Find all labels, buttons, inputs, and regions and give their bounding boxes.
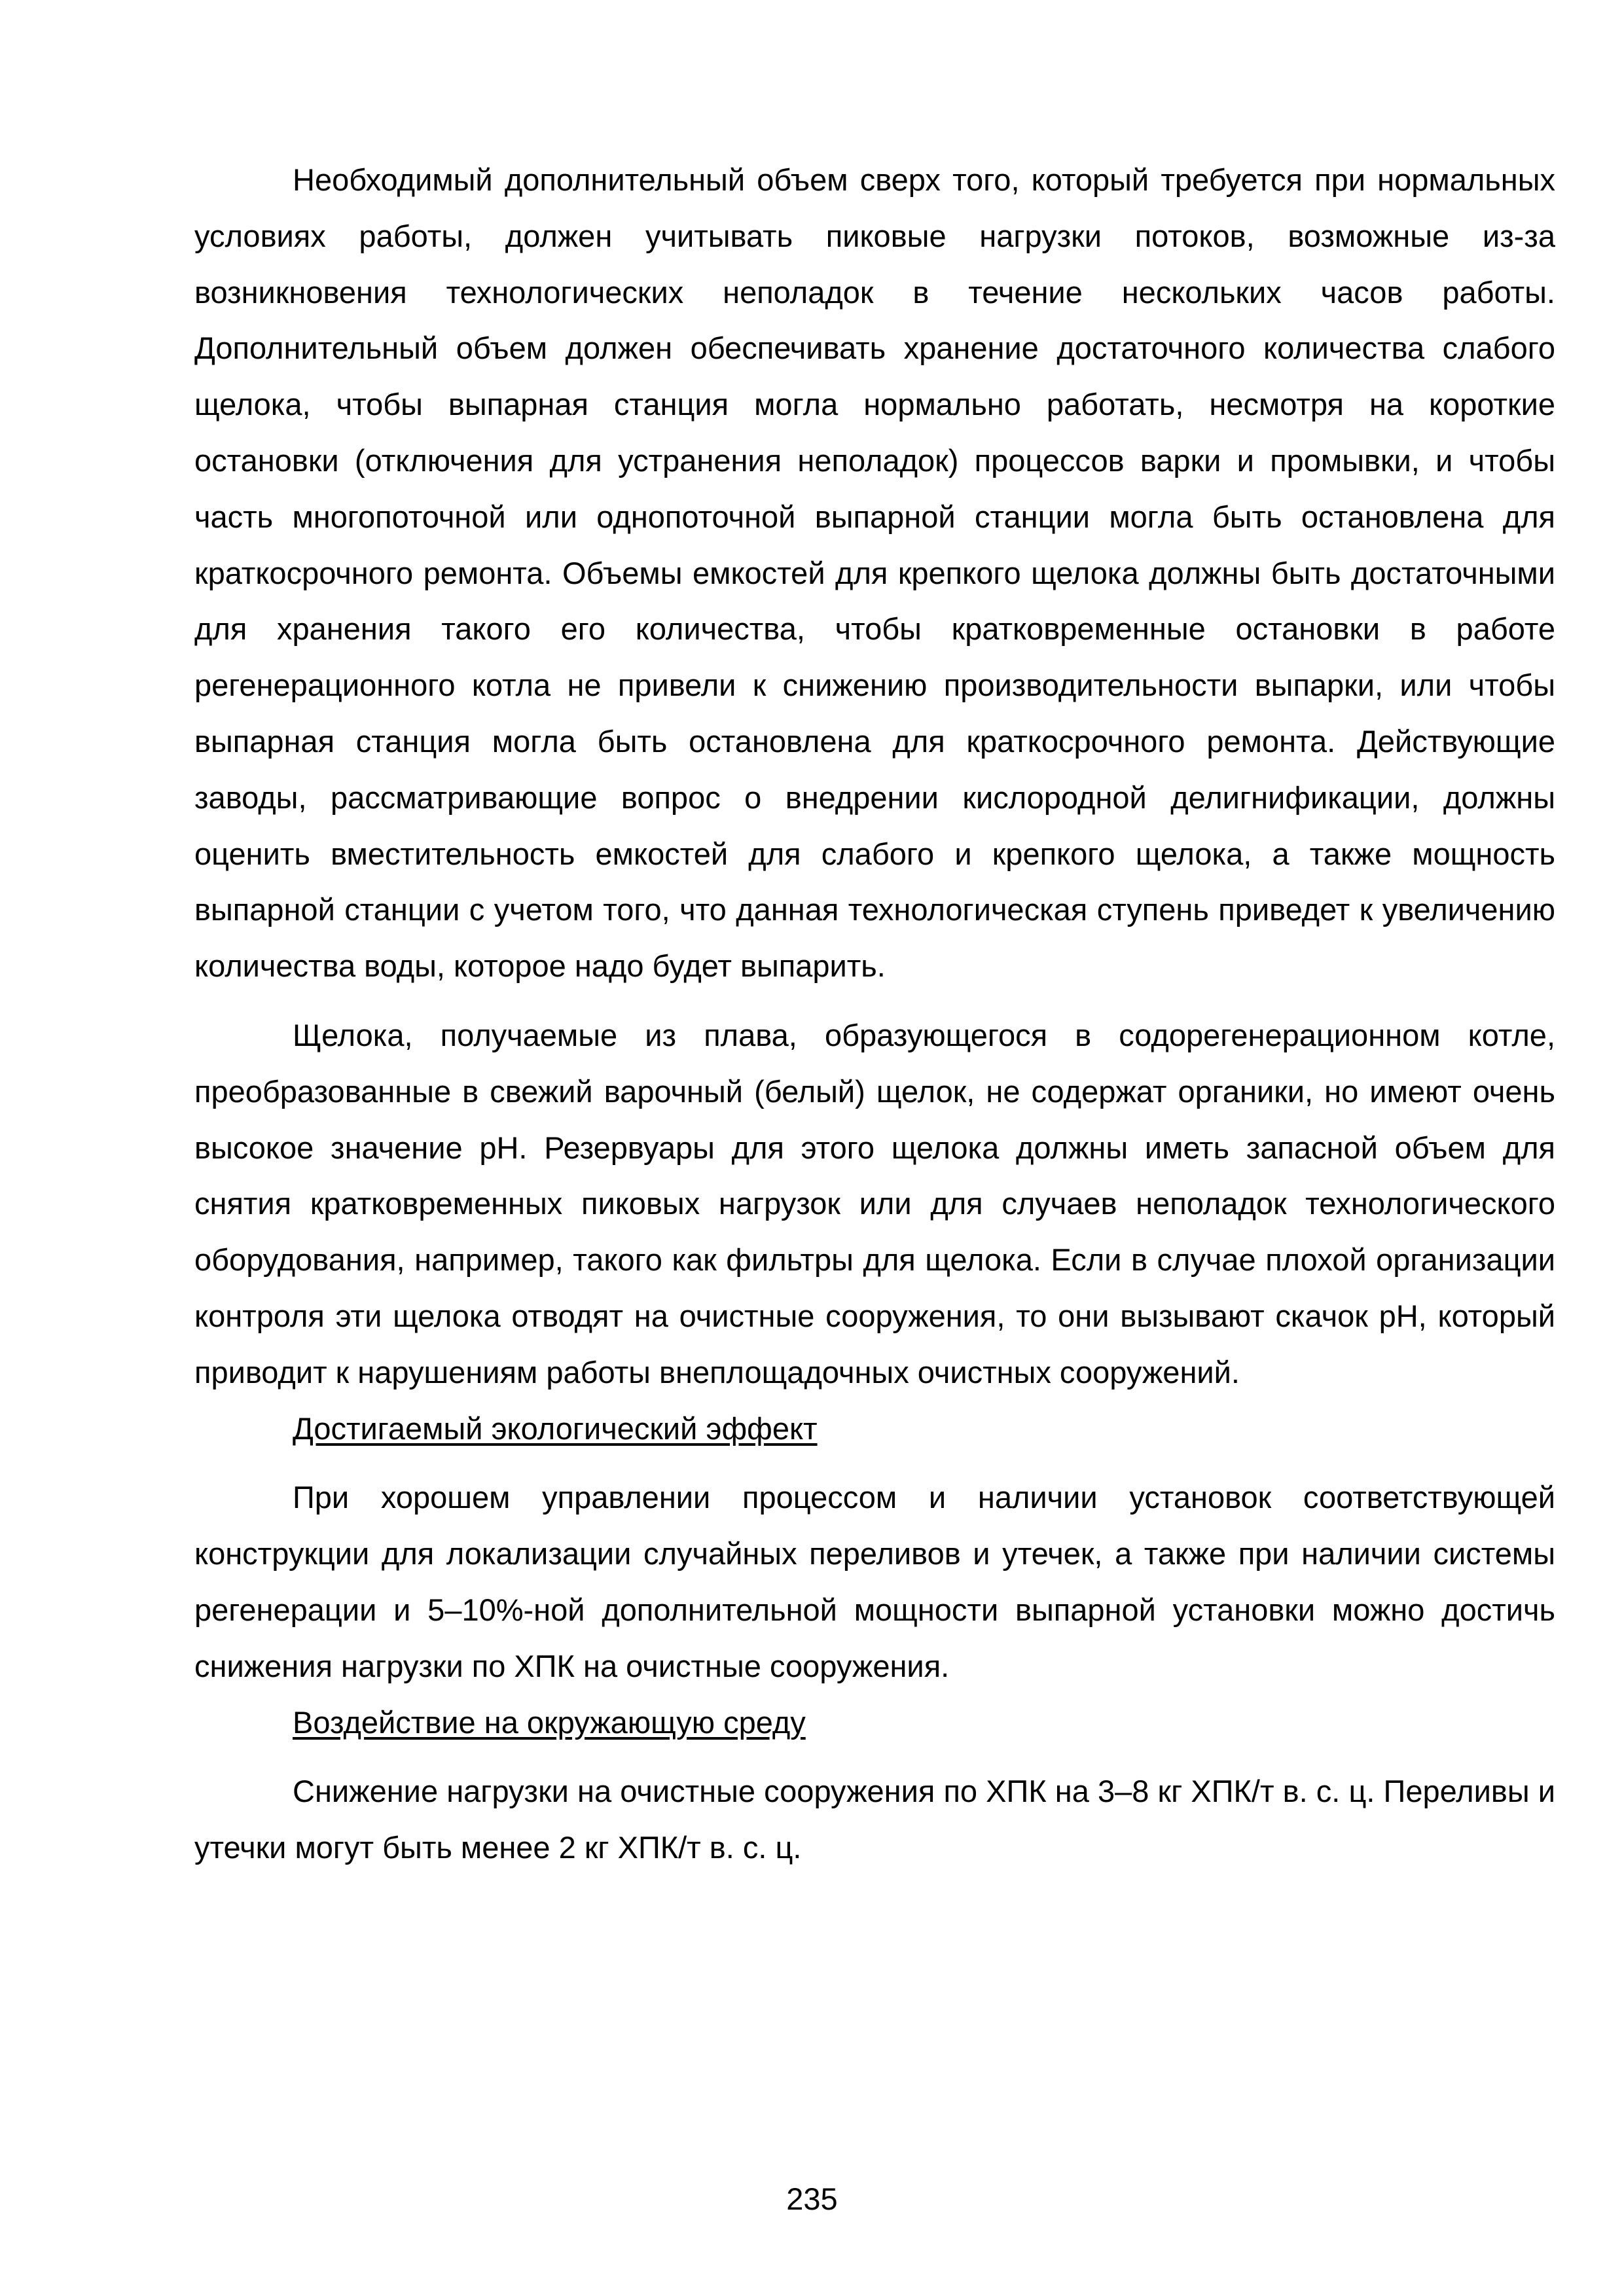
paragraph-additional-volume: Необходимый дополнительный объем сверх того, который требуется при нормальных условиях работы, должен учитывать пиковые нагрузки потоков, возможные из-за возникновения технологических неполадок в течение нескольких часов работы. Дополнительный объем должен обеспечивать хранение достаточного количества слабого щелока, чтобы выпарная станция могла нормально работать, несмотря на короткие остановки (отключения для устранения неполадок) процессов варки и промывки, и чтобы часть многопоточной или однопоточной выпарной станции могла быть остановлена для краткосрочного ремонта. Объемы емкостей для крепкого щелока должны быть достаточными для хранения такого его количества, чтобы кратковременные остановки в работе регенерационного котла не привели к снижению производительности выпарки, или чтобы выпарная станция могла быть остановлена для краткосрочного ремонта. Действующие заводы, рассматривающие вопрос о внедрении кислородной делигнификации, должны оценить вместительность емкостей для слабого и крепкого щелока, а также мощность выпарной станции с учетом того, что данная технологическая ступень приведет к увеличению количества воды, которое надо будет выпарить. [194, 162, 1555, 984]
paragraph-white-liquor: Щелока, получаемые из плава, образующегося в содорегенерационном котле, преобразованные в свежий варочный (белый) щелок, не содержат органики, но имеют очень высокое значение pH. Резервуары для этого щелока должны иметь запасной объем для снятия кратковременных пиковых нагрузок или для случаев неполадок технологического оборудования, например, такого как фильтры для щелока. Если в случае плохой организации контроля эти щелока отводят на очистные сооружения, то они вызывают скачок pH, который приводит к нарушениям работы внеплощадочных очистных сооружений. [194, 1017, 1555, 1390]
paragraph-environmental-impact: Снижение нагрузки на очистные сооружения по ХПК на 3–8 кг ХПК/т в. с. ц. Переливы и утечки могут быть менее 2 кг ХПК/т в. с. ц. [194, 1774, 1555, 1865]
heading-environmental-effect: Достигаемый экологический эффект [293, 1410, 818, 1446]
heading-environmental-impact: Воздействие на окружающую среду [293, 1704, 806, 1740]
page-content [194, 152, 1555, 1876]
page-number: 235 [786, 2181, 838, 2216]
paragraph-environmental-effect: При хорошем управлении процессом и наличии установок соответствующей конструкции для локализации случайных переливов и утечек, а также при наличии системы регенерации и 5–10%-ной дополнительной мощности выпарной установки можно достичь снижения нагрузки по ХПК на очистные сооружения. [194, 1480, 1555, 1683]
